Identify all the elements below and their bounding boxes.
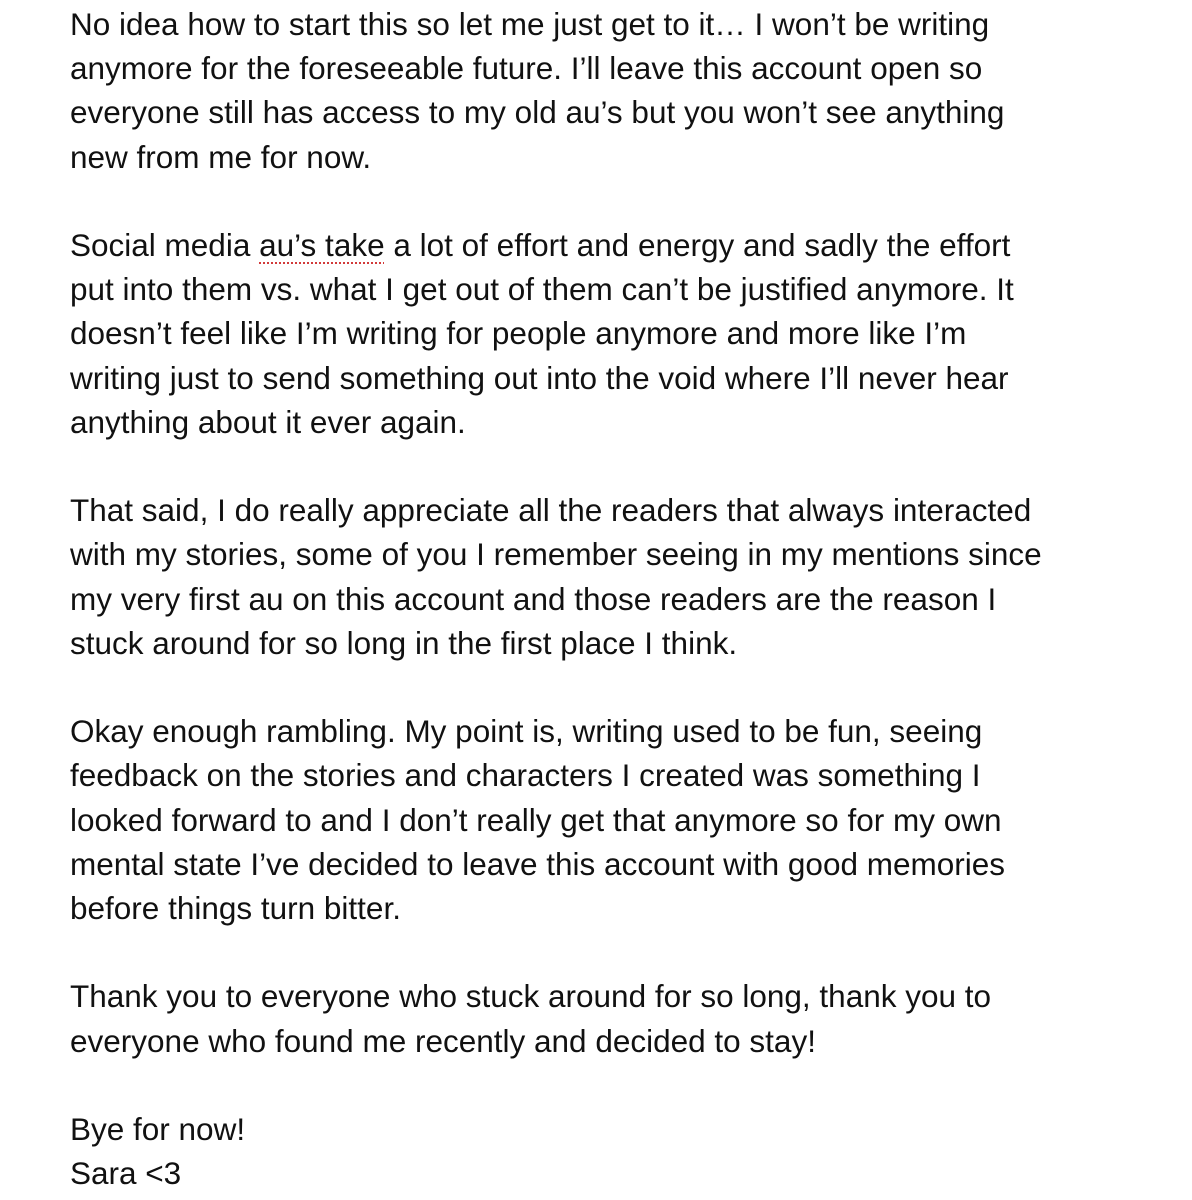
text-line: looked forward to and I don’t really get that anymore so for my own (70, 801, 1002, 838)
text-line: my very first au on this account and those readers are the reason I (70, 580, 997, 617)
text-line: stuck around for so long in the first place I think. (70, 624, 738, 661)
text-line: put into them vs. what I get out of them can’t be justified anymore. It (70, 271, 1014, 308)
paragraph-appreciation (70, 488, 1150, 665)
text-line: with my stories, some of you I remember seeing in my mentions since (70, 536, 1042, 573)
text-line: feedback on the stories and characters I created was something I (70, 757, 981, 794)
farewell-line: Bye for now! (70, 1111, 246, 1147)
text-line: Thank you to everyone who stuck around for so long, thank you to (70, 978, 992, 1015)
paragraph-effort (70, 223, 1150, 444)
text-line: everyone who found me recently and decided to stay! (70, 1022, 816, 1059)
text-line: writing just to send something out into the void where I’ll never hear (70, 359, 1009, 396)
text-line: That said, I do really appreciate all the readers that always interacted (70, 492, 1032, 529)
paragraph-thanks (70, 974, 1150, 1062)
text-line: new from me for now. (70, 138, 372, 175)
signature: Sara <3 (70, 1155, 182, 1192)
text-segment: Social media (70, 227, 260, 263)
text-line: everyone still has access to my old au’s but you won’t see anything (70, 94, 1005, 131)
text-line: mental state I’ve decided to leave this account with good memories (70, 845, 1006, 882)
text-line (70, 223, 1150, 267)
paragraph-reason (70, 709, 1150, 930)
spellcheck-flagged-text[interactable]: au’s take (259, 227, 385, 263)
document-body (70, 2, 1150, 1195)
text-line: doesn’t feel like I’m writing for people anymore and more like I’m (70, 315, 967, 352)
text-line: Okay enough rambling. My point is, writing used to be fun, seeing (70, 713, 983, 750)
text-line: before things turn bitter. (70, 890, 401, 927)
text-line: anything about it ever again. (70, 403, 466, 440)
text-segment: a lot of effort and energy and sadly the effort (384, 227, 1011, 263)
paragraph-intro (70, 2, 1150, 179)
text-line: anymore for the foreseeable future. I’ll leave this account open so (70, 50, 983, 87)
signoff (70, 1107, 1150, 1195)
text-line: No idea how to start this so let me just get to it… I won’t be writing (70, 6, 990, 42)
